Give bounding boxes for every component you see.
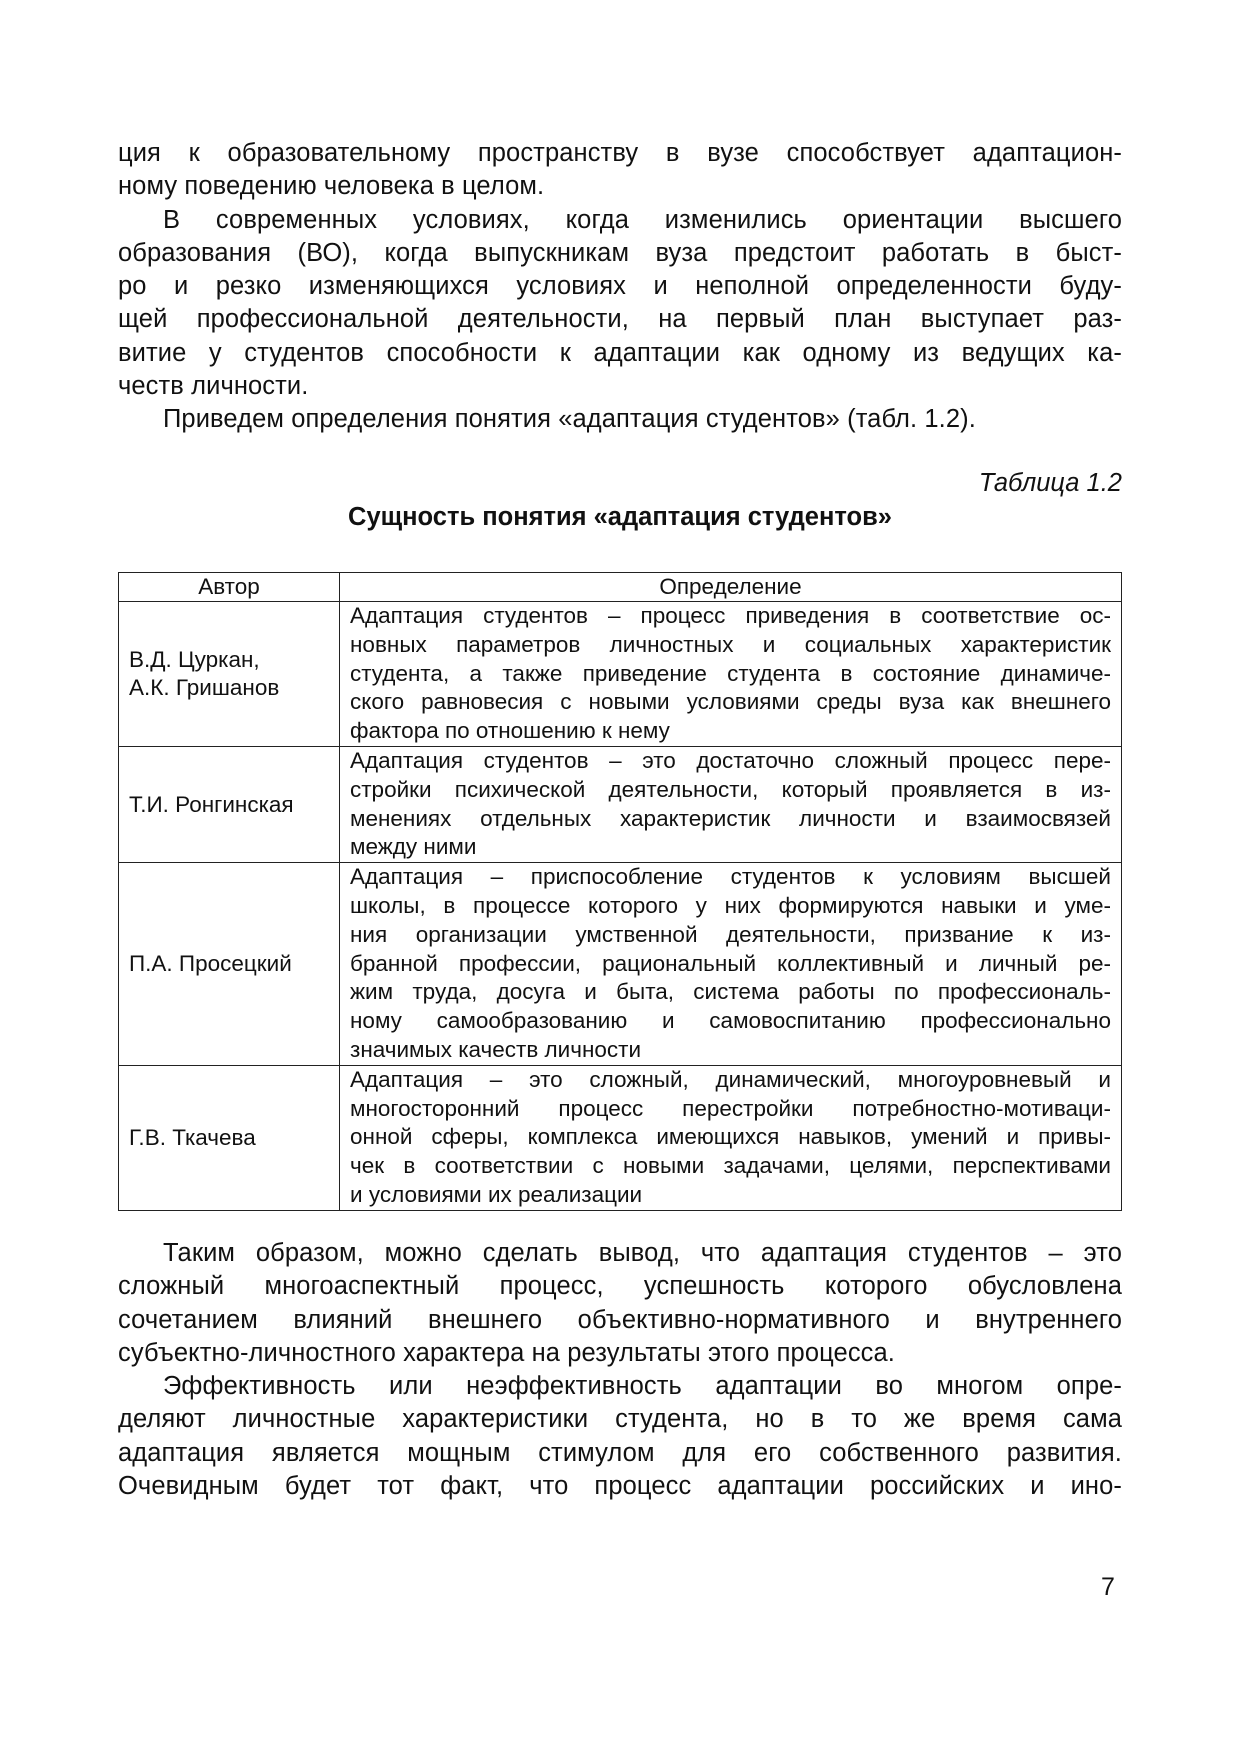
text-line: Таким образом, можно сделать вывод, что адаптация студентов – это — [163, 1239, 1122, 1267]
definition-line: между ними — [350, 834, 477, 860]
author-line: А.К. Гришанов — [129, 675, 280, 700]
text-line: ному поведению человека в целом. — [118, 172, 545, 201]
author-line: Т.И. Ронгинская — [129, 791, 294, 817]
definition-line: и условиями их реализации — [350, 1181, 643, 1207]
text-line: сочетанием влияний внешнего объективно-нормативного и внутреннего — [118, 1305, 1122, 1334]
definition-line: чек в соответствии с новыми задачами, целями, перспективами — [350, 1153, 1111, 1179]
text-line: Эффективность или неэффективность адаптации во многом опре- — [163, 1372, 1122, 1401]
table-caption-label: Таблица 1.2 — [978, 469, 1122, 497]
definition-line: фактора по отношению к нему — [350, 718, 670, 744]
author-cell — [119, 602, 340, 747]
definition-line: многосторонний процесс перестройки потребностно-мотиваци- — [350, 1095, 1111, 1121]
definition-line: Адаптация – это сложный, динамический, многоуровневый и — [350, 1066, 1111, 1092]
paragraph — [118, 403, 1122, 436]
header-definition: Определение — [340, 573, 1122, 602]
text-line: деляют личностные характеристики студента, но в то же время сама — [118, 1405, 1122, 1434]
text-line: адаптация является мощным стимулом для его собственного развития. — [118, 1438, 1122, 1467]
definition-line: новных параметров личностных и социальных характеристик — [350, 631, 1111, 657]
author-cell — [119, 863, 340, 1066]
author-line: П.А. Просецкий — [129, 950, 292, 976]
definition-line: жим труда, досуга и быта, система работы по профессиональ- — [350, 979, 1111, 1005]
definition-line: ния организации умственной деятельности, призвание к из- — [350, 921, 1111, 947]
definitions-table — [118, 572, 1122, 1211]
definition-line: школы, в процессе которого у них формируются навыки и уме- — [350, 892, 1111, 918]
table-header-row — [119, 573, 1122, 602]
definition-line: ному самообразованию и самовоспитанию профессионально — [350, 1008, 1111, 1034]
table-row — [119, 863, 1122, 1066]
text-line: Приведем определения понятия «адаптация студентов» (табл. 1.2). — [163, 405, 976, 434]
text-line: Очевидным будет тот факт, что процесс адаптации российских и ино- — [118, 1472, 1122, 1501]
paragraph — [118, 204, 1122, 404]
text-line: субъектно-личностного характера на результаты этого процесса. — [118, 1338, 895, 1367]
definition-line: бранной профессии, рациональный коллективный и личный ре- — [350, 950, 1111, 976]
definition-line: Адаптация студентов – это достаточно сложный процесс пере- — [350, 748, 1111, 773]
definition-line: Адаптация – приспособление студентов к условиям высшей — [350, 864, 1111, 890]
paragraph — [118, 137, 1122, 204]
table-row — [119, 747, 1122, 863]
text-line: ция к образовательному пространству в вузе способствует адаптацион- — [118, 139, 1122, 167]
author-line: В.Д. Цуркан, — [129, 647, 260, 672]
text-line: честв личности. — [118, 372, 309, 401]
definition-line: онной сферы, комплекса имеющихся навыков, умений и привы- — [350, 1124, 1111, 1150]
body-text-bottom — [118, 1237, 1122, 1503]
table-row — [119, 1065, 1122, 1210]
paragraph — [118, 1370, 1122, 1503]
text-line: щей профессиональной деятельности, на первый план выступает раз- — [118, 305, 1122, 334]
table-title: Сущность понятия «адаптация студентов» — [348, 503, 892, 531]
author-cell — [119, 1065, 340, 1210]
definition-line: стройки психической деятельности, который проявляется в из- — [350, 776, 1111, 802]
definition-line: Адаптация студентов – процесс приведения в соответствие ос- — [350, 603, 1111, 628]
page-number: 7 — [1101, 1573, 1115, 1601]
text-line: ро и резко изменяющихся условиях и неполной определенности буду- — [118, 272, 1122, 301]
definition-cell — [340, 602, 1122, 747]
table-row — [119, 602, 1122, 747]
header-author: Автор — [119, 573, 340, 602]
text-line: В современных условиях, когда изменились ориентации высшего — [163, 205, 1122, 234]
definition-cell — [340, 747, 1122, 863]
definition-cell — [340, 1065, 1122, 1210]
body-text-top — [118, 137, 1122, 437]
author-cell — [119, 747, 340, 863]
text-line: сложный многоаспектный процесс, успешность которого обусловлена — [118, 1272, 1122, 1301]
definition-cell — [340, 863, 1122, 1066]
text-line: витие у студентов способности к адаптации как одному из ведущих ка- — [118, 338, 1122, 367]
definition-line: ского равновесия с новыми условиями среды вуза как внешнего — [350, 689, 1111, 715]
paragraph — [118, 1237, 1122, 1370]
definition-line: значимых качеств личности — [350, 1036, 642, 1062]
text-line: образования (ВО), когда выпускникам вуза предстоит работать в быст- — [118, 238, 1122, 267]
definition-line: менениях отдельных характеристик личности и взаимосвязей — [350, 805, 1111, 831]
author-line: Г.В. Ткачева — [129, 1124, 256, 1150]
definition-line: студента, а также приведение студента в состояние динамиче- — [350, 660, 1111, 686]
